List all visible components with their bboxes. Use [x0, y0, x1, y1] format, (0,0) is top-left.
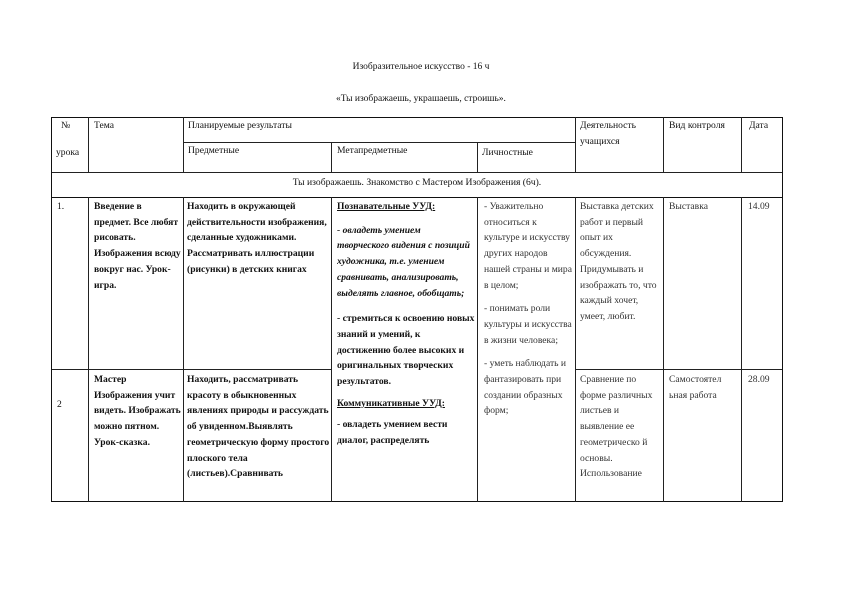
row2-subject-results: Находить, рассматривать красоту в обыкновенных явлениях природы и рассуждать об увиденном.Выявлять геометрическую форму простого плоского тела (листьев).Сравнивать	[187, 374, 330, 480]
meta-results-content	[337, 199, 475, 449]
col-line-num	[88, 197, 89, 502]
col-line-personal	[575, 197, 576, 502]
header-bottom-line	[51, 172, 783, 173]
col-line-control	[741, 197, 742, 502]
row-separator-left	[51, 369, 331, 370]
col-line-num-header	[88, 117, 89, 172]
document-subtitle: «Ты изображаешь, украшаешь, строишь».	[336, 94, 506, 104]
header-date: Дата	[749, 120, 769, 131]
row-separator-right	[575, 369, 783, 370]
communicative-uud-item-1: - овладеть умением вести диалог, распределять	[337, 419, 448, 447]
lesson-plan-table	[51, 117, 783, 502]
row1-activity: Выставка детских работ и первый опыт их обсуждения. Придумывать и изображать то, что каждый хочет, умеет, любит.	[580, 201, 657, 322]
col-line-topic-header	[183, 117, 184, 172]
document-title: Изобразительное искусство - 16 ч	[352, 62, 490, 72]
row1-date: 14.09	[748, 201, 770, 212]
col-line-activity	[663, 197, 664, 502]
personal-item-1: - Уважительно относиться к культуре и искусству других народов нашей страны и мира в целом;	[484, 201, 572, 291]
header-meta-results: Метапредметные	[337, 145, 408, 156]
row2-date: 28.09	[748, 374, 770, 385]
header-num: №	[61, 120, 71, 131]
col-line-meta	[477, 197, 478, 502]
header-personal-results: Личностные	[482, 147, 533, 158]
header-activity: Деятельность учащихся	[580, 120, 636, 147]
personal-results-content	[484, 199, 574, 419]
row1-subject-results: Находить в окружающей действительности изображения, сделанные художниками. Рассматривать иллюстрации (рисунки) в детских книгах	[187, 201, 327, 275]
personal-item-2: - понимать роли культуры и искусства в жизни человека;	[484, 303, 572, 346]
header-topic: Тема	[94, 120, 115, 131]
header-control: Вид контроля	[669, 120, 725, 131]
row2-activity: Сравнение по форме различных листьев и выявление ее геометрическо й основы. Использование	[580, 374, 653, 480]
personal-item-3: - уметь наблюдать и фантазировать при создании образных форм;	[484, 358, 567, 417]
col-line-topic	[183, 197, 184, 502]
col-line-activity-header	[663, 117, 664, 172]
col-line-personal-header	[575, 117, 576, 172]
header-subject-results: Предметные	[188, 145, 240, 156]
cognitive-uud-item-2: - стремиться к освоению новых знаний и умений, к достижению более высоких и оригинальных творческих результатов.	[337, 313, 475, 388]
communicative-uud-heading: Коммуникативные УУД:	[337, 397, 445, 409]
row1-topic: Введение в предмет. Все любят рисовать. Изображения всюду вокруг нас. Урок-игра.	[94, 201, 181, 291]
row1-control: Выставка	[669, 201, 708, 212]
col-line-control-header	[741, 117, 742, 172]
row1-num: 1.	[57, 201, 65, 212]
cognitive-uud-heading: Познавательные УУД:	[337, 201, 436, 212]
header-planned-results: Планируемые результаты	[188, 120, 292, 131]
section-title: Ты изображаешь. Знакомство с Мастером Изображения (6ч).	[292, 177, 542, 188]
row2-topic: Мастер Изображения учит видеть. Изображать можно пятном. Урок-сказка.	[94, 374, 181, 448]
section-bottom-line	[51, 197, 783, 198]
col-line-subject-header	[331, 142, 332, 172]
col-line-subject	[331, 197, 332, 502]
row2-control: Самостоятел ьная работа	[669, 374, 722, 401]
table-border-bottom	[51, 501, 783, 502]
col-line-meta-header	[477, 142, 478, 172]
header-num-lesson: урока	[56, 147, 80, 158]
row2-num: 2	[57, 399, 62, 410]
cognitive-uud-item-1: - овладеть умением творческого видения с позиций художника, т.е. умением сравнивать, анализировать, выделять главное, обобщать;	[337, 224, 470, 299]
